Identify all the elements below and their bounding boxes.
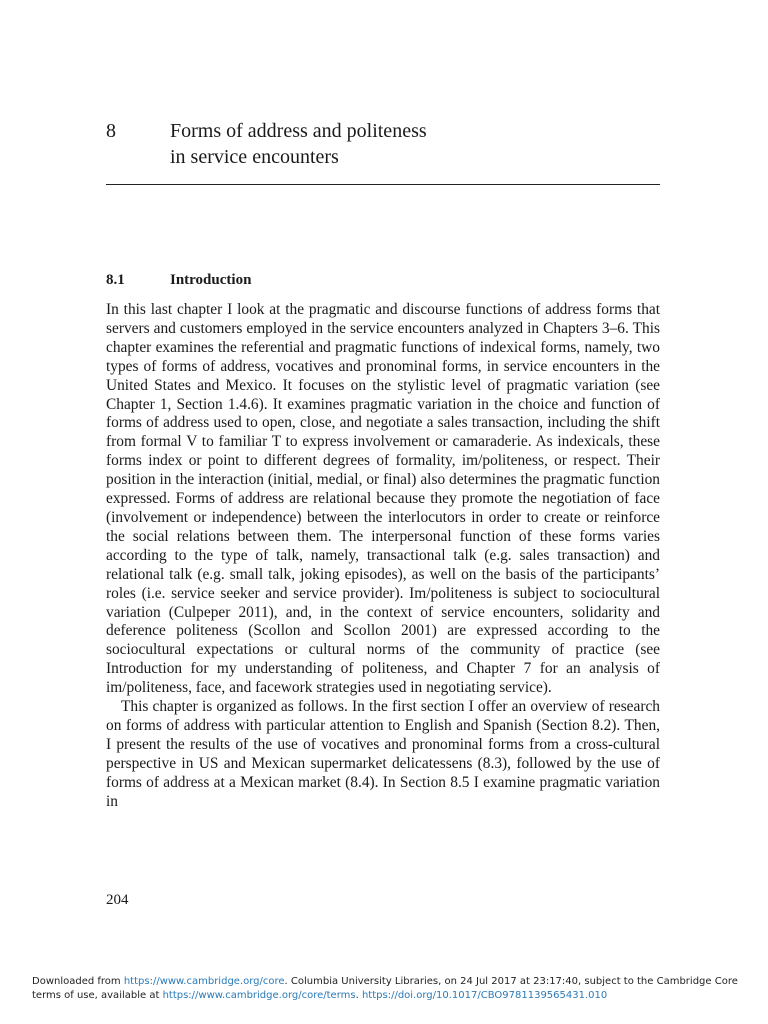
- section-title: Introduction: [170, 272, 252, 288]
- cambridge-core-link[interactable]: https://www.cambridge.org/core: [123, 976, 285, 987]
- footer-text: Downloaded from: [32, 976, 124, 987]
- terms-link[interactable]: https://www.cambridge.org/core/terms: [162, 990, 356, 1001]
- paragraph: This chapter is organized as follows. In the first section I offer an overview of research on forms of address with particular attention to English and Spanish (Section 8.2). Then, I present the results of the use of vocatives and pronominal forms from a cross-cultural perspective in US and Mexican supermarket delicatessens (8.3), followed by the use of forms of address at a Mexican market (8.4). In Section 8.5 I examine pragmatic variation in: [106, 698, 660, 810]
- paragraph: In this last chapter I look at the pragmatic and discourse functions of address forms that servers and customers employed in the service encounters analyzed in Chapters 3–6. This chapter examines the referential and pragmatic functions of indexical forms, namely, two types of forms of address, vocatives and pronominal forms, in service encounters in the United States and Mexico. It focuses on the stylistic level of pragmatic variation (see Chapter 1, Section 1.4.6). It examines pragmatic variation in the choice and function of forms of address used to open, close, and negotiate a sales transaction, including the shift from formal V to familiar T to express involvement or camaraderie. As indexicals, these forms index or point to different degrees of formality, im/politeness, or respect. Their position in the interaction (initial, medial, or final) also determines the pragmatic function expressed. Forms of address are relational because they promote the negotiation of face (involvement or independence) between the interlocutors in order to create or reinforce the social relations between them. The interpersonal function of these forms varies according to the type of talk, namely, transactional talk (e.g. sales transaction) and relational talk (e.g. small talk, joking episodes), as well on the basis of the participants’ roles (i.e. service seeker and service provider). Im/politeness is subject to sociocultural variation (Culpeper 2011), and, in the context of service encounters, solidarity and deference politeness (Scollon and Scollon 2001) are expressed according to the sociocultural expectations or cultural norms of the community of practice (see Introduction for my understanding of politeness, and Chapter 7 for an analysis of im/politeness, face, and facework strategies used in negotiating service).: [106, 301, 660, 697]
- section-number: 8.1: [106, 272, 125, 288]
- chapter-title-line-1: Forms of address and politeness: [170, 120, 427, 142]
- body-text: [106, 301, 660, 811]
- chapter-title: [170, 118, 640, 170]
- chapter-number: 8: [106, 120, 116, 142]
- footer-text: . Columbia University Libraries, on 24 Jul 2017 at 23:17:40, subject to the Cambridge Core terms of use, available at: [32, 976, 738, 1001]
- chapter-divider: [106, 184, 660, 185]
- doi-link[interactable]: https://doi.org/10.1017/CBO9781139565431.010: [361, 990, 608, 1001]
- download-footer: [32, 975, 752, 1003]
- chapter-title-line-2: in service encounters: [170, 146, 339, 168]
- footer-text: .: [355, 990, 362, 1001]
- page-number: 204: [106, 892, 129, 908]
